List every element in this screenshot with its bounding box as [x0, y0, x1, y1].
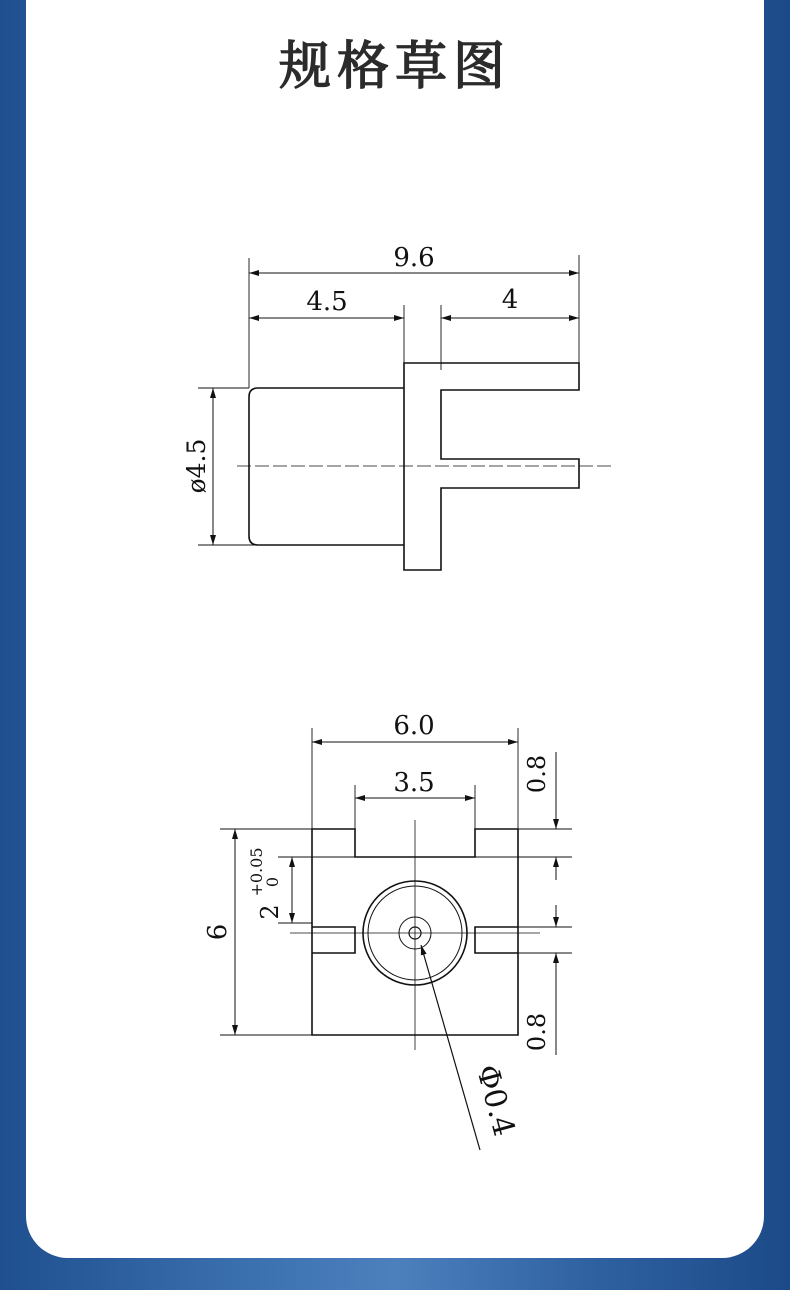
pin-slot-left: [312, 927, 355, 953]
leader-center-diameter: [421, 945, 480, 1150]
dim-overall-length: 9.6: [393, 243, 435, 273]
dim-pin-offset-tol-lower: 0: [263, 876, 282, 888]
dim-height: 6: [203, 923, 233, 941]
dim-center-diameter: Φ0.4: [468, 1061, 522, 1140]
connector-body: [249, 388, 404, 545]
dim-width: 6.0: [393, 711, 435, 741]
connector-housing: [404, 363, 579, 570]
dim-pin-offset-tol-upper: +0.05: [247, 847, 266, 897]
dim-pin-width-top: 0.8: [523, 754, 551, 794]
pin-slot-right: [475, 927, 518, 953]
page-title: 规格草图: [278, 37, 511, 97]
dim-body-length: 4.5: [306, 287, 348, 317]
dim-pin-spacing: 3.5: [393, 768, 435, 798]
dim-pin-length: 4: [501, 285, 519, 315]
dim-pin-width-bottom: 0.8: [523, 1012, 551, 1052]
dim-pin-offset: 2: [256, 904, 284, 920]
dim-diameter: ø4.5: [182, 438, 211, 494]
side-view: [198, 255, 614, 570]
